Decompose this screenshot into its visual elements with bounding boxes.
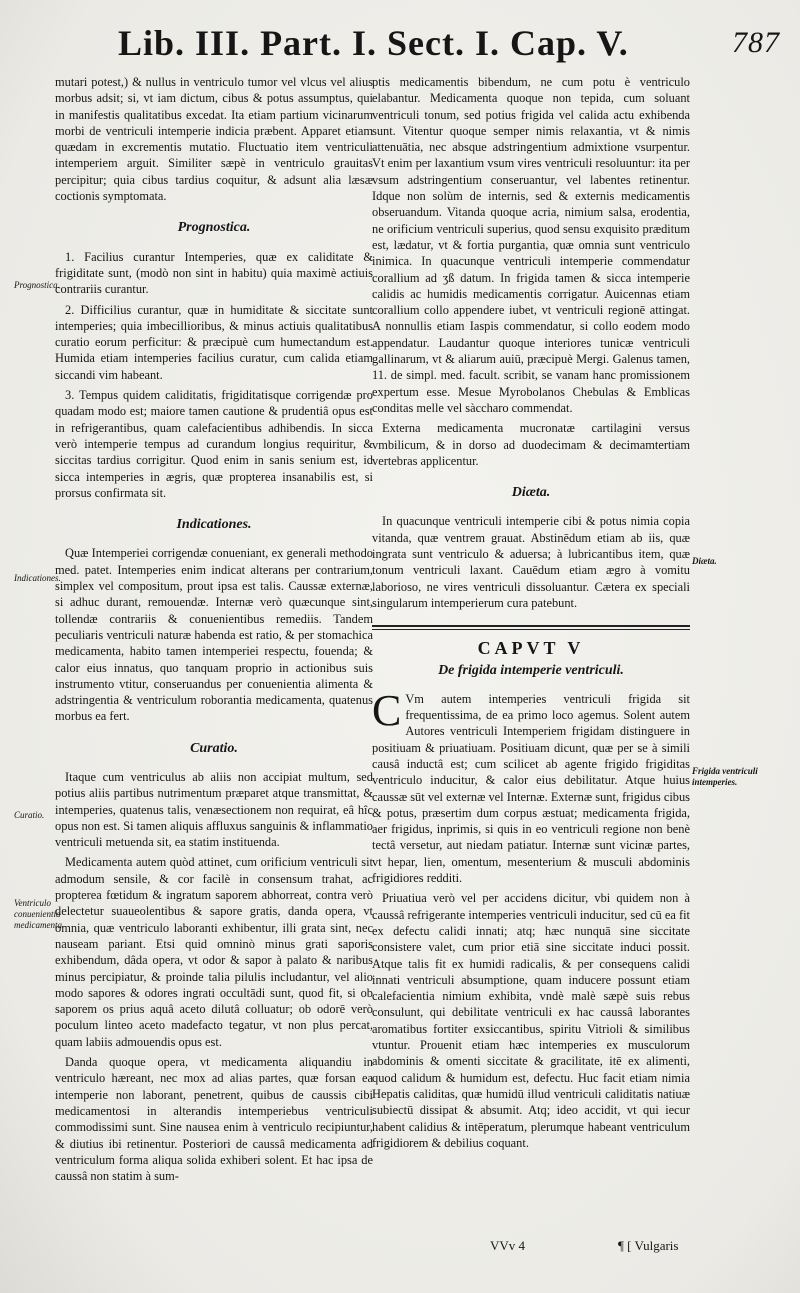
signature-mark: VVv 4 xyxy=(490,1238,526,1253)
paragraph: mutari potest,) & nullus in ventriculo tumor vel vlcus vel alius morbus adsit; si, vt iam dictum, cibus & potus assumptus, qui in manifestis qualitatibus excedat. Ita etiam partium vicinarum morbi de ventriculi intemperie indicia præbent. Apparet etiam quædam in excrementis mutatio. Fluctuatio item ventriculi intemperiem arguit. Similiter sæpè in ventriculo grauitas percipitur; quia cibus tardius coquitur, & adsunt alia læsæ coctionis symptomata. xyxy=(55,75,373,204)
paragraph: Quæ Intemperiei corrigendæ conueniant, ex generali methodo med. patet. Intemperies enim indicat alterans per contrarium, simplex vel compositum, prout ipsa est talis. Caussæ externæ, si adhuc durant, remouendæ. Internæ verò quæcunque sint, tollendæ contrariis & conuenientibus remediis. Tandem peculiaris ventriculi naturæ habenda est ratio, & per stomachica medicamenta, habito tamen intemperiei respectu, fouenda; & calor eius innatus, quo tanquam proprio in actionibus suis instrumento vtitur, conseruandus per conuenientia alimenta & adstringentia & ventriculum roborantia medicamenta, quatenus morbus ea fert. xyxy=(55,546,373,724)
running-head xyxy=(90,22,780,72)
section-heading-prognostica: Prognostica. xyxy=(177,220,251,236)
drop-capital: C xyxy=(372,685,402,735)
paragraph: 1. Facilius curantur Intemperies, quæ ex caliditate & frigiditate sunt, (modò non sint in habitu) quia maximè actiuis contrariis curantur. xyxy=(55,249,373,297)
section-heading-diaeta: Diæta. xyxy=(511,485,551,501)
paragraph-text: Vm autem intemperies ventriculi frigida sit frequentissima, de ea primo loco agemus. Solent autem Autores ventriculi Intemperiem frigidam distinguere in positiuam & priuatiuam. Positiuam dicunt, quæ per se à simili causâ inductâ est; cum scilicet ab agente frigido frigiditas ventriculo inducitur, & calor eius debilitatur. Atque huius caussæ sūt vel externæ vel Internæ. Externæ sunt, frigidus cibus & potus, præsertim dum corpus æstuat; medicamenta frigida, aer frigidus, inprimis, si quis in eo ventriculi regione non benè tectâ versetur, aut niedam patiatur. Internæ sunt vicinæ partes, vt hepar, lien, omentum, mesenterium & musculi abdominis frigidiores redditi. xyxy=(372,691,690,886)
paragraph: ptis medicamentis bibendum, ne cum potu è ventriculo elabantur. Medicamenta quoque non tepida, cum soluant ventriculi tonum, sed potius frigida vel calida actu exhibenda sunt. Vitentur quoque semper nimis relaxantia, vt & nimis attenuātia, nec absque adstringentium admixtione vsurpentur. Vt enim per laxantium vsum vires ventriculi resoluuntur: ita per vsum adstringentium conseruantur, vel labentes retinentur. Idque non solùm de internis, sed & externis medicamentis obseruandum. Vitanda quoque acria, nimium salsa, erodentia, ne orificium ventriculi superius, quod sensu exquisito præditum est, lædatur, vt & fortia purgantia, quæ omnia sunt ventriculo inimica. In quacunque ventriculi intemperie commendatur corallium ad ʒß datum. In frigida tamen & sicca intemperie calidis ac humidis medicamentis corrigatur. Auicennas etiam corallium collo appendere iubet, vt ventriculi regionē attingat. A nonnullis etiam Iaspis commendatur, si collo eodem modo appendatur. Laudantur quoque interiores tunicæ ventriculi gallinarum, vt & aliarum auiū, præcipuè Mergi. Galenus tamen, 11. de simpl. med. facult. scribit, se vanam hanc promissionem expertum esse. Mesue Myrobolanos Chebulas & Emblicas conditas melle vel sàccharo commendat. xyxy=(372,75,690,415)
paragraph: Itaque cum ventriculus ab aliis non accipiat multum, sed potius aliis partibus nutrimentum præparet atque transmittat, & intemperies, quatenus talis, venæsectionem non requirat, eâ hîc opus non est. Si tamen aliquis affluxus sanguinis & inflammatio ventriculi metuenda sit, ea statim instituenda. xyxy=(55,769,373,850)
paragraph: Externa medicamenta mucronatæ cartilagini versus vmbilicum, & in dorso ad duodecimam & decimamtertiam vertebras applicentur. xyxy=(372,421,690,468)
page-number: 787 xyxy=(732,26,780,59)
paragraph: Danda quoque opera, vt medicamenta aliquandiu in ventriculo hæreant, nec mox ad alias partes, quæ forsan ea intemperie non laborant, penetrent, quibus de caussis cibi medicamentosi in alterandis intemperiebus ventriculi commodissimi sunt. Sine nausea enim à ventriculo recipiuntur, & diutius ibi retinentur. Posteriori de caussâ medicamenta ad ventriculum forma aliqua solida exhiberi solent. Et hac ipsa de caussâ non statim à sum- xyxy=(55,1055,373,1184)
margin-note-indicationes: Indicationes. xyxy=(14,573,61,583)
section-heading-indicationes: Indicationes. xyxy=(176,517,252,533)
paragraph: 2. Difficilius curantur, quæ in humiditate & siccitate sunt intemperies; quia imbecillioribus, & minus actiuis qualitatibus curatio eorum perficitur: & præcipuè cum humectandum est. Humida etiam intemperies facilius curatur, cum calida etiam siccandi vim habeant. xyxy=(55,302,373,382)
chapter-divider xyxy=(372,625,690,630)
chapter-subtitle: De frigida intemperie ventriculi. xyxy=(438,662,624,678)
left-column xyxy=(55,74,373,1188)
paragraph: Priuatiua verò vel per accidens dicitur, vbi quidem non à caussâ refrigerante intemperies ventriculi inducitur, sed cū ea fit ex defectu calidi innati; atq; hæc nunquā sine siccitate consistere valet, cum prior etiā sine siccitate induci possit. Atque talis fit ex humidi radicalis, & per consequens calidi innati ventriculi absumptione, quam inducere possunt etiam calefacientia nimium exhibita, vndè malè sæpè suis rebus consulunt, qui debilitate ventriculi ex hac caussâ laborantes aromatibus fortiter exsiccantibus, spiritu Vitrioli & similibus vtuntur. Prouenit etiam hæc intemperies ex musculorum abdominis & omenti siccitate & gracilitate, itē ex alimenti, quod calidum & humidum est, defectu. Huc facit etiam nimia Hepatis caliditas, quæ humidū illud ventriculi caliditatis natiuæ subiectū dissipat & absumit. Atq; ideo accidit, vt qui iecur habent calidius & intēperatum, plerumque habeant ventriculum frigidiorem & debilius coquant. xyxy=(372,891,690,1150)
margin-note-prognostica: Prognostica. xyxy=(14,280,60,290)
margin-note-frigida: Frigida ventriculi intemperies. xyxy=(692,766,758,787)
right-column xyxy=(372,74,690,1155)
paragraph xyxy=(372,685,690,887)
margin-note-ventriculo: Ventriculo conuenientia medicamenta. xyxy=(14,898,65,930)
paragraph: In quacunque ventriculi intemperie cibi & potus nimia copia vitanda, quæ ventrem grauat. Abstinēdum etiam ab iis, quæ ingrata sunt ventriculo & aduersa; à lubricantibus item, quæ tonum ventriculi laxant. Cauēdum etiam ægro à vomitu laborioso, ne vires ventriculi dissoluantur. Cætera ex speciali singularum intemperierum cura patebunt. xyxy=(372,514,690,610)
running-title: Lib. III. Part. I. Sect. I. Cap. V. xyxy=(118,23,629,63)
section-heading-curatio: Curatio. xyxy=(190,740,238,756)
paragraph: Medicamenta autem quòd attinet, cum orificium ventriculi sit admodum sensile, & cor facilè in consensum trahat, ac propterea fœtidum & ingratum saporem abhorreat, contra verò delectetur suaueolentibus & sapore gratis, danda opera, vt omnia, quæ ventriculo laboranti exhibentur, illi grata sint, nec nauseam pariant. Etsi quid omninò minus grati saporis exhibendum, dâda opera, vt odor & sapor à palato & naribus minus percipiatur, & proinde talia pilulis includantur, vel alio modo sapores & odores ingrati occultādi sunt, quod fit, si ob saporem os prius aquâ aceto dilutâ colluatur; ob odorē verò poculum linteo aceto madefacto tegatur, vt non plus percat, quam labiis admouendis opus est. xyxy=(55,855,373,1049)
margin-note-curatio: Curatio. xyxy=(14,810,45,820)
catchword: ¶ [ Vulgaris xyxy=(618,1238,679,1253)
paragraph: 3. Tempus quidem caliditatis, frigiditatisque corrigendæ pro quadam modo est; maiore tamen cautione & prudentiâ opus est in refrigerantibus, quam calefacientibus adhibendis. In sicca verò intemperie tempus ad curandum longius requiritur, & siccitas tardius corrigitur. Quod enim in sanis senium est, id sicca intemperies in ægris, quæ propterea insanabilis est, si prorsus confirmata sit. xyxy=(55,388,373,500)
chapter-heading: CAPVT V xyxy=(477,638,585,659)
margin-note-diaeta: Diæta. xyxy=(692,556,717,566)
